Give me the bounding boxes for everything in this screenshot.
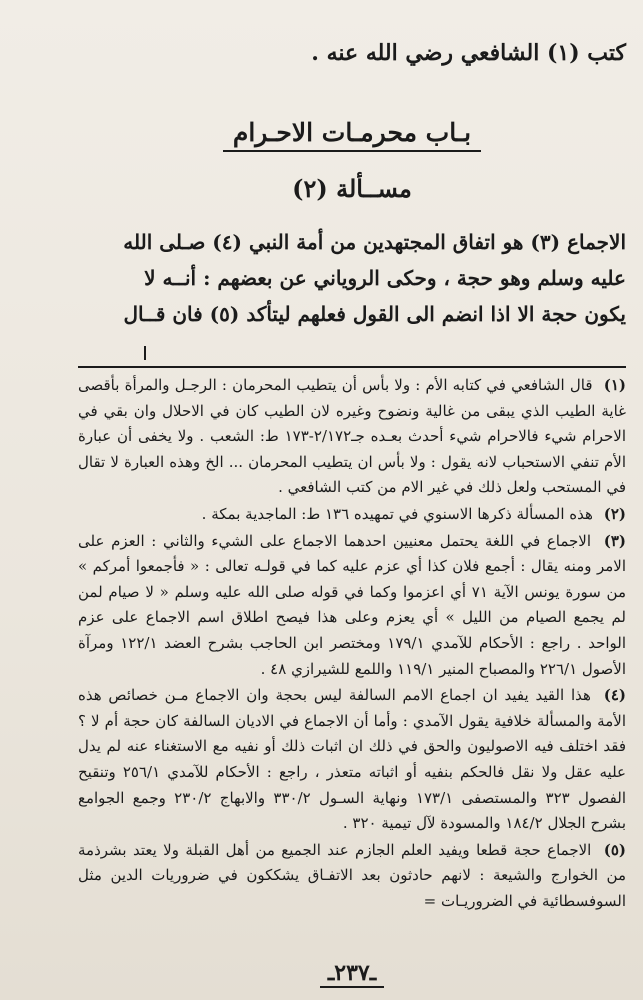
footnote-separator <box>78 366 626 368</box>
main-text-line: عليه وسلم وهو حجة ، وحكى الروياني عن بعضهم : أنــه لا <box>144 266 626 290</box>
book-page <box>78 28 626 988</box>
footnote-number: (٥) <box>603 840 627 859</box>
footnote-text: هذه المسألة ذكرها الاسنوي في تمهيده ١٣٦ ط: الماجدية بمكة . <box>201 504 593 523</box>
footnote-number: (٤) <box>603 686 626 705</box>
footnote-number: (٢) <box>603 504 626 523</box>
chapter-title <box>78 118 626 147</box>
footnotes <box>78 373 626 915</box>
chapter-title-text: بـاب محرمـات الاحـرام <box>223 118 481 152</box>
footnote-number: (١) <box>603 376 626 394</box>
page-number <box>78 960 626 986</box>
issue-title: مســألة (٢) <box>292 174 412 203</box>
footnote-number: (٣) <box>603 531 626 550</box>
footnote-text: هذا القيد يفيد ان اجماع الامم السالفة ليس بحجة وان الاجماع مـن خصائص هذه الأمة والمسألة خلافية يقول الآمدي : وأما أن الاجماع في الاديان السالفة كان حجة أم لا ؟ فقد اختلف فيه الاصوليون والحق في ذلك ان اثبات ذلك أو نفيه مع الاستغناء عنه لم يدل عليه عقل ولا نقل فالحكم بنفيه أو اثباته متعذر ، راجع : الأحكام للآمدي ٢٥٦/١ وتنقيح الفصول ٣٢٣ والمستصفى ١٧٣/١ ونهاية السـول ٣٣٠/٢ والابهاج ٢٣٠/٢ وجمع الجوامع بشرح الجلال ١٨٤/٢ والمسودة لآل تيمية ٣٢٠ . <box>78 686 627 833</box>
main-text-line: الاجماع (٣) هو اتفاق المجتهدين من أمة النبي (٤) صـلى الله <box>123 230 626 254</box>
separator-tick <box>144 346 146 360</box>
footnote-text: الاجماع في اللغة يحتمل معنيين احدهما الاجماع على الشيء والثاني : العزم على الامر ومنه يقال : أجمع فلان كذا أي عزم عليه كما في قولـه تعالى : « فأجمعوا أمركم » من سورة يونس الآية ٧١ أي اعزموا وكما في قوله صلى الله عليه وسلم « لا صيام لمن لم يجمع الصيام من الليل » أي يعزم وعلى هذا فيصح اطلاق اسم الاجماع على عزم الواحد . راجع : الأحكام للآمدي ١٧٩/١ ومختصر ابن الحاجب بشرح العضد ١٢٢/١ ومرآة الأصول ٢٢٦/١ والمصباح المنير ١١٩/١ واللمع للشيرازي ٤٨ . <box>78 531 627 678</box>
footnote <box>78 373 626 501</box>
footnote <box>78 838 626 915</box>
footnote <box>78 529 626 683</box>
header-line: كتب (١) الشافعي رضي الله عنه . <box>311 40 626 66</box>
footnote <box>78 683 626 837</box>
footnote <box>78 502 626 528</box>
footnote-text: قال الشافعي في كتابه الأم : ولا بأس أن يتطيب المحرمان : الرجـل والمرأة بأقصى غاية الطيب الذي يبقى من غالية ونضوح وغيره لان الطيب كان في الاحلال وان بقي في الاحرام شيء فالاحرام شيء أحدث بعـده جـ٢/١٧٢-١٧٣ ط: الشعب . ولا يخفى أن عبارة الأم تنفي الاستحباب لانه يقول : ولا بأس ان يتطيب المحرمان ... الخ وهذه العبارة لا تقال في المستحب ولعل ذلك في غير الام من كتب الشافعي . <box>78 376 627 497</box>
main-text-line: يكون حجة الا اذا انضم الى القول فعلهم ليتأكد (٥) فان قــال <box>123 302 626 326</box>
footnote-text: الاجماع حجة قطعا ويفيد العلم الجازم عند الجميع من أهل القبلة ولا يعتد بشرذمة من الخوارج والشيعة : لانهم حادثون بعد الاتفـاق يشككون في ضروريات الدين مثل السوفسطائية في الضروريـات = <box>78 840 626 910</box>
page-number-text: ـ٢٣٧ـ <box>320 960 384 988</box>
main-text <box>78 224 626 332</box>
